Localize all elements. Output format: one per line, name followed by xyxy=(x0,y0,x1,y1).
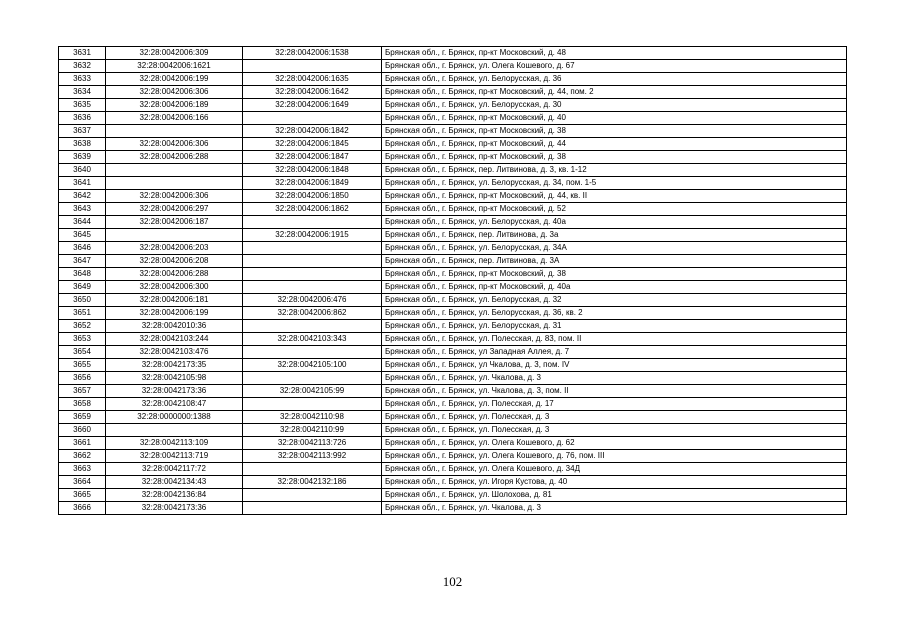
table-row xyxy=(59,476,847,489)
row-number-cell: 3663 xyxy=(59,463,106,476)
cadastral-number-cell: 32:28:0000000:1388 xyxy=(106,411,243,424)
linked-cadastral-number-cell: 32:28:0042113:992 xyxy=(243,450,382,463)
cadastral-number-cell: 32:28:0042006:306 xyxy=(106,138,243,151)
row-number-cell: 3632 xyxy=(59,60,106,73)
address-cell: Брянская обл., г. Брянск, пр-кт Московский, д. 40 xyxy=(382,112,847,125)
cadastral-number-cell xyxy=(106,177,243,190)
table-row xyxy=(59,112,847,125)
table-row xyxy=(59,151,847,164)
table-row xyxy=(59,424,847,437)
address-cell: Брянская обл., г. Брянск, пр-кт Московский, д. 48 xyxy=(382,47,847,60)
cadastral-number-cell xyxy=(106,164,243,177)
row-number-cell: 3658 xyxy=(59,398,106,411)
linked-cadastral-number-cell xyxy=(243,463,382,476)
linked-cadastral-number-cell xyxy=(243,398,382,411)
address-cell: Брянская обл., г. Брянск, пр-кт Московский, д. 38 xyxy=(382,268,847,281)
linked-cadastral-number-cell xyxy=(243,216,382,229)
linked-cadastral-number-cell: 32:28:0042006:1635 xyxy=(243,73,382,86)
linked-cadastral-number-cell: 32:28:0042006:1862 xyxy=(243,203,382,216)
address-cell: Брянская обл., г. Брянск, пр-кт Московский, д. 44, пом. 2 xyxy=(382,86,847,99)
table-row xyxy=(59,372,847,385)
cadastral-number-cell: 32:28:0042006:187 xyxy=(106,216,243,229)
address-cell: Брянская обл., г. Брянск, ул. Игоря Кустова, д. 40 xyxy=(382,476,847,489)
row-number-cell: 3636 xyxy=(59,112,106,125)
address-cell: Брянская обл., г. Брянск, ул. Полесская, д. 83, пом. II xyxy=(382,333,847,346)
cadastral-number-cell: 32:28:0042173:35 xyxy=(106,359,243,372)
table-row xyxy=(59,502,847,515)
row-number-cell: 3666 xyxy=(59,502,106,515)
row-number-cell: 3633 xyxy=(59,73,106,86)
row-number-cell: 3645 xyxy=(59,229,106,242)
address-cell: Брянская обл., г. Брянск, ул. Олега Кошевого, д. 34Д xyxy=(382,463,847,476)
address-cell: Брянская обл., г. Брянск, пр-кт Московский, д. 38 xyxy=(382,151,847,164)
linked-cadastral-number-cell xyxy=(243,112,382,125)
cadastral-number-cell xyxy=(106,424,243,437)
linked-cadastral-number-cell: 32:28:0042132:186 xyxy=(243,476,382,489)
cadastral-number-cell: 32:28:0042006:208 xyxy=(106,255,243,268)
row-number-cell: 3642 xyxy=(59,190,106,203)
table-row xyxy=(59,307,847,320)
linked-cadastral-number-cell: 32:28:0042006:1845 xyxy=(243,138,382,151)
address-cell: Брянская обл., г. Брянск, ул. Шолохова, д. 81 xyxy=(382,489,847,502)
row-number-cell: 3653 xyxy=(59,333,106,346)
table-row xyxy=(59,86,847,99)
cadastral-number-cell: 32:28:0042117:72 xyxy=(106,463,243,476)
registry-table-body xyxy=(59,47,847,515)
linked-cadastral-number-cell xyxy=(243,281,382,294)
row-number-cell: 3650 xyxy=(59,294,106,307)
row-number-cell: 3659 xyxy=(59,411,106,424)
linked-cadastral-number-cell: 32:28:0042006:1538 xyxy=(243,47,382,60)
row-number-cell: 3656 xyxy=(59,372,106,385)
table-row xyxy=(59,203,847,216)
linked-cadastral-number-cell xyxy=(243,60,382,73)
cadastral-number-cell: 32:28:0042010:36 xyxy=(106,320,243,333)
cadastral-number-cell: 32:28:0042113:719 xyxy=(106,450,243,463)
cadastral-number-cell: 32:28:0042006:297 xyxy=(106,203,243,216)
address-cell: Брянская обл., г. Брянск, ул. Полесская, д. 3 xyxy=(382,411,847,424)
cadastral-number-cell: 32:28:0042006:306 xyxy=(106,190,243,203)
address-cell: Брянская обл., г. Брянск, ул Западная Аллея, д. 7 xyxy=(382,346,847,359)
registry-table xyxy=(58,46,847,515)
cadastral-number-cell: 32:28:0042134:43 xyxy=(106,476,243,489)
row-number-cell: 3664 xyxy=(59,476,106,489)
row-number-cell: 3640 xyxy=(59,164,106,177)
cadastral-number-cell: 32:28:0042006:181 xyxy=(106,294,243,307)
linked-cadastral-number-cell xyxy=(243,502,382,515)
table-row xyxy=(59,99,847,112)
page-number: 102 xyxy=(442,574,463,589)
address-cell: Брянская обл., г. Брянск, пер. Литвинова, д. 3а xyxy=(382,229,847,242)
table-row xyxy=(59,450,847,463)
linked-cadastral-number-cell: 32:28:0042006:476 xyxy=(243,294,382,307)
table-row xyxy=(59,47,847,60)
linked-cadastral-number-cell: 32:28:0042103:343 xyxy=(243,333,382,346)
table-row xyxy=(59,385,847,398)
address-cell: Брянская обл., г. Брянск, пр-кт Московский, д. 52 xyxy=(382,203,847,216)
cadastral-number-cell: 32:28:0042006:288 xyxy=(106,151,243,164)
address-cell: Брянская обл., г. Брянск, ул. Белорусская, д. 34А xyxy=(382,242,847,255)
linked-cadastral-number-cell: 32:28:0042006:1642 xyxy=(243,86,382,99)
linked-cadastral-number-cell xyxy=(243,242,382,255)
table-row xyxy=(59,294,847,307)
address-cell: Брянская обл., г. Брянск, ул. Чкалова, д. 3, пом. II xyxy=(382,385,847,398)
cadastral-number-cell: 32:28:0042006:288 xyxy=(106,268,243,281)
row-number-cell: 3637 xyxy=(59,125,106,138)
linked-cadastral-number-cell xyxy=(243,489,382,502)
table-row xyxy=(59,489,847,502)
row-number-cell: 3654 xyxy=(59,346,106,359)
row-number-cell: 3657 xyxy=(59,385,106,398)
table-row xyxy=(59,164,847,177)
table-row xyxy=(59,268,847,281)
table-row xyxy=(59,463,847,476)
cadastral-number-cell: 32:28:0042006:166 xyxy=(106,112,243,125)
table-row xyxy=(59,333,847,346)
row-number-cell: 3662 xyxy=(59,450,106,463)
address-cell: Брянская обл., г. Брянск, ул. Белорусская, д. 34, пом. 1-5 xyxy=(382,177,847,190)
address-cell: Брянская обл., г. Брянск, ул Чкалова, д. 3, пом. IV xyxy=(382,359,847,372)
row-number-cell: 3665 xyxy=(59,489,106,502)
table-row xyxy=(59,437,847,450)
row-number-cell: 3647 xyxy=(59,255,106,268)
address-cell: Брянская обл., г. Брянск, ул. Белорусская, д. 31 xyxy=(382,320,847,333)
linked-cadastral-number-cell: 32:28:0042105:100 xyxy=(243,359,382,372)
address-cell: Брянская обл., г. Брянск, ул. Полесская, д. 17 xyxy=(382,398,847,411)
table-row xyxy=(59,411,847,424)
linked-cadastral-number-cell: 32:28:0042006:1649 xyxy=(243,99,382,112)
row-number-cell: 3649 xyxy=(59,281,106,294)
cadastral-number-cell: 32:28:0042006:1621 xyxy=(106,60,243,73)
table-row xyxy=(59,60,847,73)
cadastral-number-cell: 32:28:0042103:476 xyxy=(106,346,243,359)
cadastral-number-cell: 32:28:0042173:36 xyxy=(106,385,243,398)
cadastral-number-cell: 32:28:0042006:309 xyxy=(106,47,243,60)
address-cell: Брянская обл., г. Брянск, ул. Чкалова, д. 3 xyxy=(382,372,847,385)
row-number-cell: 3646 xyxy=(59,242,106,255)
linked-cadastral-number-cell: 32:28:0042006:1850 xyxy=(243,190,382,203)
table-row xyxy=(59,177,847,190)
linked-cadastral-number-cell: 32:28:0042110:99 xyxy=(243,424,382,437)
table-row xyxy=(59,138,847,151)
address-cell: Брянская обл., г. Брянск, пер. Литвинова, д. 3А xyxy=(382,255,847,268)
table-row xyxy=(59,229,847,242)
address-cell: Брянская обл., г. Брянск, ул. Полесская, д. 3 xyxy=(382,424,847,437)
table-row xyxy=(59,190,847,203)
linked-cadastral-number-cell: 32:28:0042006:1842 xyxy=(243,125,382,138)
row-number-cell: 3648 xyxy=(59,268,106,281)
linked-cadastral-number-cell: 32:28:0042110:98 xyxy=(243,411,382,424)
linked-cadastral-number-cell: 32:28:0042006:862 xyxy=(243,307,382,320)
row-number-cell: 3661 xyxy=(59,437,106,450)
row-number-cell: 3638 xyxy=(59,138,106,151)
table-row xyxy=(59,281,847,294)
row-number-cell: 3641 xyxy=(59,177,106,190)
cadastral-number-cell: 32:28:0042108:47 xyxy=(106,398,243,411)
address-cell: Брянская обл., г. Брянск, ул. Олега Кошевого, д. 62 xyxy=(382,437,847,450)
cadastral-number-cell xyxy=(106,229,243,242)
cadastral-number-cell: 32:28:0042136:84 xyxy=(106,489,243,502)
linked-cadastral-number-cell xyxy=(243,320,382,333)
linked-cadastral-number-cell: 32:28:0042006:1849 xyxy=(243,177,382,190)
cadastral-number-cell: 32:28:0042006:203 xyxy=(106,242,243,255)
table-row xyxy=(59,242,847,255)
table-row xyxy=(59,346,847,359)
cadastral-number-cell: 32:28:0042006:199 xyxy=(106,307,243,320)
address-cell: Брянская обл., г. Брянск, ул. Белорусская, д. 36, кв. 2 xyxy=(382,307,847,320)
cadastral-number-cell xyxy=(106,125,243,138)
linked-cadastral-number-cell xyxy=(243,372,382,385)
address-cell: Брянская обл., г. Брянск, ул. Чкалова, д. 3 xyxy=(382,502,847,515)
table-row xyxy=(59,125,847,138)
cadastral-number-cell: 32:28:0042006:306 xyxy=(106,86,243,99)
address-cell: Брянская обл., г. Брянск, пр-кт Московский, д. 38 xyxy=(382,125,847,138)
cadastral-number-cell: 32:28:0042006:189 xyxy=(106,99,243,112)
linked-cadastral-number-cell xyxy=(243,346,382,359)
row-number-cell: 3652 xyxy=(59,320,106,333)
table-row xyxy=(59,255,847,268)
address-cell: Брянская обл., г. Брянск, ул. Олега Кошевого, д. 67 xyxy=(382,60,847,73)
address-cell: Брянская обл., г. Брянск, ул. Белорусская, д. 30 xyxy=(382,99,847,112)
row-number-cell: 3651 xyxy=(59,307,106,320)
row-number-cell: 3655 xyxy=(59,359,106,372)
cadastral-number-cell: 32:28:0042105:98 xyxy=(106,372,243,385)
address-cell: Брянская обл., г. Брянск, ул. Белорусская, д. 32 xyxy=(382,294,847,307)
linked-cadastral-number-cell: 32:28:0042006:1847 xyxy=(243,151,382,164)
cadastral-number-cell: 32:28:0042006:199 xyxy=(106,73,243,86)
row-number-cell: 3639 xyxy=(59,151,106,164)
row-number-cell: 3634 xyxy=(59,86,106,99)
table-row xyxy=(59,216,847,229)
address-cell: Брянская обл., г. Брянск, ул. Белорусская, д. 36 xyxy=(382,73,847,86)
address-cell: Брянская обл., г. Брянск, пр-кт Московский, д. 44 xyxy=(382,138,847,151)
linked-cadastral-number-cell: 32:28:0042113:726 xyxy=(243,437,382,450)
cadastral-number-cell: 32:28:0042113:109 xyxy=(106,437,243,450)
address-cell: Брянская обл., г. Брянск, ул. Белорусская, д. 40а xyxy=(382,216,847,229)
address-cell: Брянская обл., г. Брянск, пр-кт Московский, д. 44, кв. II xyxy=(382,190,847,203)
table-row xyxy=(59,359,847,372)
row-number-cell: 3643 xyxy=(59,203,106,216)
linked-cadastral-number-cell: 32:28:0042006:1848 xyxy=(243,164,382,177)
cadastral-number-cell: 32:28:0042173:36 xyxy=(106,502,243,515)
row-number-cell: 3631 xyxy=(59,47,106,60)
linked-cadastral-number-cell xyxy=(243,255,382,268)
table-row xyxy=(59,398,847,411)
cadastral-number-cell: 32:28:0042103:244 xyxy=(106,333,243,346)
row-number-cell: 3644 xyxy=(59,216,106,229)
linked-cadastral-number-cell: 32:28:0042105:99 xyxy=(243,385,382,398)
address-cell: Брянская обл., г. Брянск, пер. Литвинова, д. 3, кв. 1-12 xyxy=(382,164,847,177)
table-row xyxy=(59,320,847,333)
linked-cadastral-number-cell: 32:28:0042006:1915 xyxy=(243,229,382,242)
address-cell: Брянская обл., г. Брянск, ул. Олега Кошевого, д. 76, пом. III xyxy=(382,450,847,463)
cadastral-number-cell: 32:28:0042006:300 xyxy=(106,281,243,294)
row-number-cell: 3660 xyxy=(59,424,106,437)
linked-cadastral-number-cell xyxy=(243,268,382,281)
table-row xyxy=(59,73,847,86)
address-cell: Брянская обл., г. Брянск, пр-кт Московский, д. 40а xyxy=(382,281,847,294)
row-number-cell: 3635 xyxy=(59,99,106,112)
